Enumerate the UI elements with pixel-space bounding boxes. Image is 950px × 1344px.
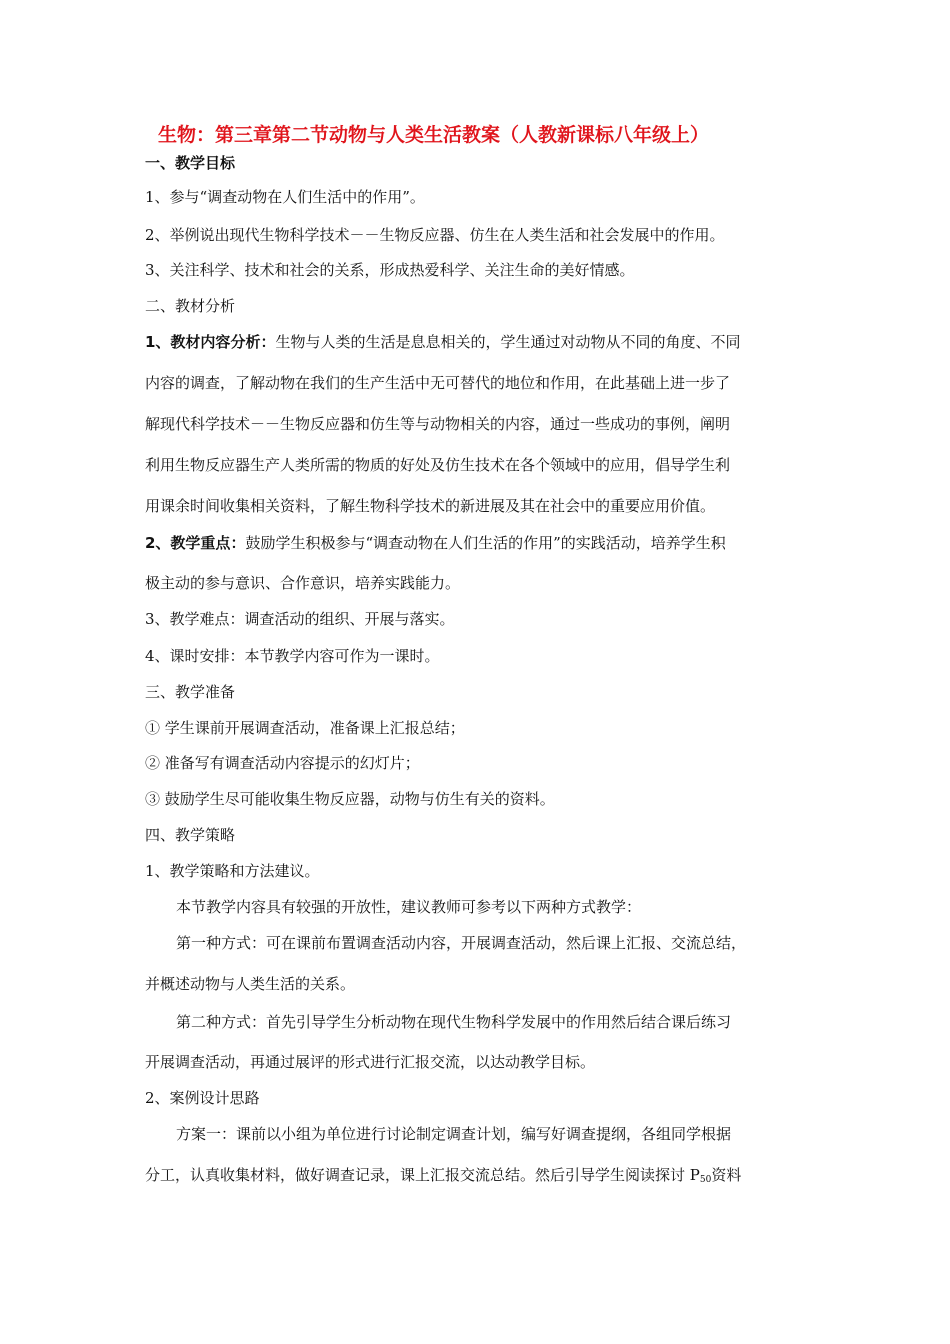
objective-item: 1、参与“调查动物在人们生活中的作用”。 [145,188,425,206]
preparation-item: ② 准备写有调查活动内容提示的幻灯片； [145,754,420,772]
objective-item: 2、举例说出现代生物科学技术－－生物反应器、仿生在人类生活和社会发展中的作用。 [145,226,725,244]
section-heading-strategy: 四、教学策略 [145,826,236,844]
section-heading-preparation: 三、教学准备 [145,683,236,701]
preparation-item: ① 学生课前开展调查活动，准备课上汇报总结； [145,719,465,737]
case-design-subheading: 2、案例设计思路 [145,1089,260,1107]
document-title: 生物：第三章第二节动物与人类生活教案（人教新课标八年级上） [158,124,710,146]
plan1-line: 方案一：课前以小组为单位进行讨论制定调查计划，编写好调查提纲，各组同学根据 [176,1125,732,1143]
strategy-subheading: 1、教学策略和方法建议。 [145,862,320,880]
analysis-paragraph-line: 用课余时间收集相关资料，了解生物科学技术的新进展及其在社会中的重要应用价值。 [145,497,716,515]
analysis-paragraph-line: 1、教材内容分析：生物与人类的生活是息息相关的，学生通过对动物从不同的角度、不同 [145,333,741,351]
section-heading-analysis: 二、教材分析 [145,297,236,315]
key-point-label: 2、教学重点： [145,534,246,552]
plan1-line: 分工，认真收集材料，做好调查记录，课上汇报交流总结。然后引导学生阅读探讨 $P_{50}$资料 [145,1166,742,1185]
schedule-line: 4、课时安排：本节教学内容可作为一课时。 [145,647,440,665]
key-point-line: 极主动的参与意识、合作意识，培养实践能力。 [145,574,461,592]
strategy-way2-line: 开展调查活动，再通过展评的形式进行汇报交流，以达动教学目标。 [145,1053,596,1071]
strategy-intro: 本节教学内容具有较强的开放性，建议教师可参考以下两种方式教学： [176,898,642,916]
section-heading-objectives: 一、教学目标 [145,154,236,172]
analysis-paragraph-line: 内容的调查，了解动物在我们的生产生活中无可替代的地位和作用，在此基础上进一步了 [145,374,731,392]
analysis-label: 1、教材内容分析： [145,333,276,351]
difficulty-line: 3、教学难点：调查活动的组织、开展与落实。 [145,610,455,628]
objective-item: 3、关注科学、技术和社会的关系，形成热爱科学、关注生命的美好情感。 [145,261,635,279]
analysis-paragraph-line: 解现代科学技术－－生物反应器和仿生等与动物相关的内容，通过一些成功的事例，阐明 [145,415,731,433]
preparation-item: ③ 鼓励学生尽可能收集生物反应器，动物与仿生有关的资料。 [145,790,555,808]
strategy-way1-line: 并概述动物与人类生活的关系。 [145,975,356,993]
strategy-way2-line: 第二种方式：首先引导学生分析动物在现代生物科学发展中的作用然后结合课后练习 [176,1013,732,1031]
strategy-way1-line: 第一种方式：可在课前布置调查活动内容，开展调查活动，然后课上汇报、交流总结， [176,934,747,952]
analysis-paragraph-line: 利用生物反应器生产人类所需的物质的好处及仿生技术在各个领域中的应用，倡导学生利 [145,456,731,474]
key-point-line: 2、教学重点：鼓励学生积极参与“调查动物在人们生活的作用”的实践活动，培养学生积 [145,534,726,552]
